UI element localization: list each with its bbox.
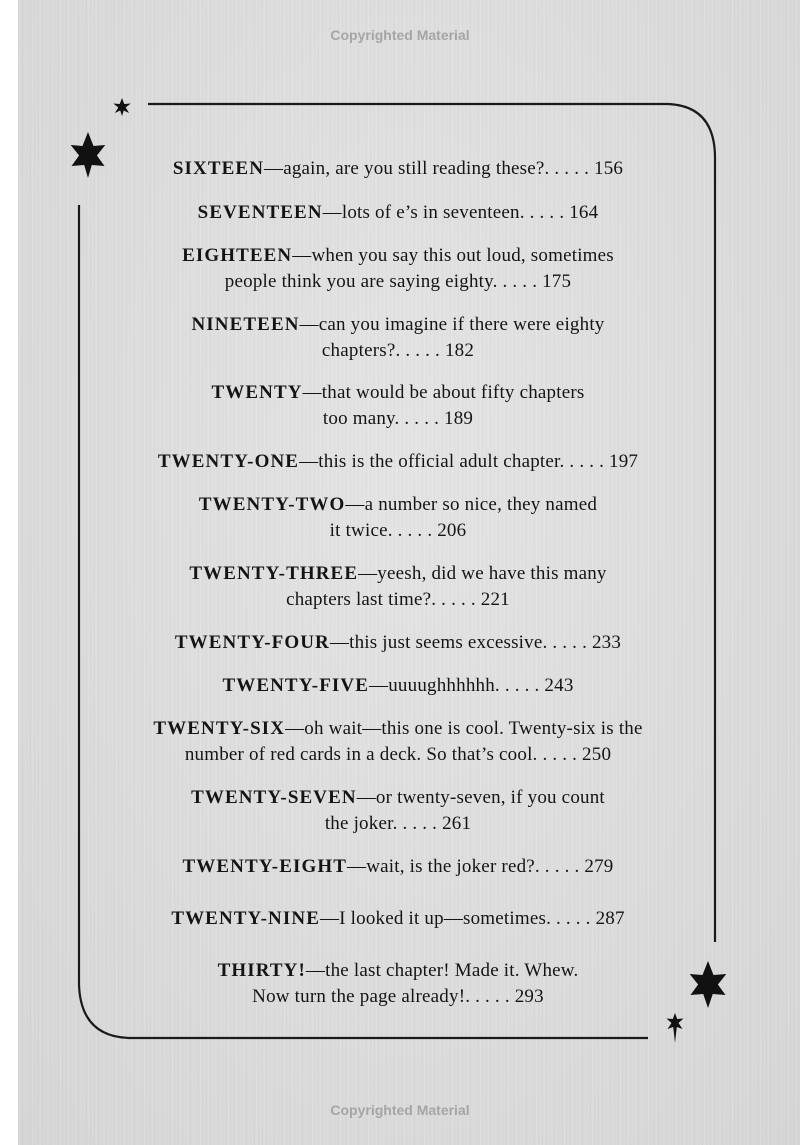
watermark-bottom: Copyrighted Material: [330, 1102, 470, 1118]
chapter-description: —this just seems excessive. . . . . 233: [329, 632, 622, 653]
entry-line: [78, 312, 718, 338]
toc-entry: [78, 312, 718, 363]
chapter-description: —oh wait—this one is cool. Twenty-six is the: [285, 718, 643, 739]
star-icon: [113, 98, 130, 116]
chapter-description: —I looked it up—sometimes. . . . . 287: [319, 908, 625, 929]
toc-entry: [78, 958, 718, 1009]
entry-line-continued: too many. . . . . 189: [322, 407, 474, 429]
chapter-description: —lots of e’s in seventeen. . . . . 164: [322, 202, 599, 223]
chapter-number: TWENTY-EIGHT: [182, 856, 348, 877]
entry-line-continued: chapters last time?. . . . . 221: [286, 588, 510, 610]
chapter-number: SEVENTEEN: [197, 202, 323, 223]
chapter-description: —that would be about fifty chapters: [302, 382, 585, 403]
chapter-number: TWENTY-SIX: [153, 718, 286, 739]
toc-entry: [78, 561, 718, 612]
entry-line-continued: the joker. . . . . 261: [324, 812, 472, 834]
entry-line: [78, 561, 718, 587]
star-icon: [667, 1013, 684, 1043]
entry-line-continued: Now turn the page already!. . . . . 293: [252, 985, 544, 1007]
chapter-number: TWENTY-NINE: [171, 908, 320, 929]
entry-line: [78, 716, 718, 742]
toc-entry: [78, 630, 718, 656]
toc-entry: [78, 243, 718, 294]
chapter-description: —can you imagine if there were eighty: [299, 314, 605, 335]
toc-entry: [78, 785, 718, 836]
chapter-description: —yeesh, did we have this many: [358, 563, 607, 584]
toc-entry: [78, 492, 718, 543]
chapter-number: EIGHTEEN: [182, 245, 293, 266]
entry-line: [78, 958, 718, 984]
entry-line: [78, 200, 718, 226]
chapter-description: —uuuughhhhhh. . . . . 243: [369, 675, 574, 696]
toc-entry: [78, 449, 718, 475]
entry-line: [78, 156, 718, 182]
chapter-number: TWENTY-THREE: [189, 563, 359, 584]
toc-entry: [78, 854, 718, 880]
chapter-description: —when you say this out loud, sometimes: [292, 245, 614, 266]
chapter-number: TWENTY-FIVE: [222, 675, 370, 696]
entry-line: [78, 673, 718, 699]
chapter-description: —a number so nice, they named: [345, 494, 598, 515]
chapter-description: —the last chapter! Made it. Whew.: [305, 960, 579, 981]
chapter-number: TWENTY-FOUR: [174, 632, 330, 653]
chapter-number: THIRTY!: [217, 960, 306, 981]
toc-entry: [78, 906, 718, 932]
entry-line: [78, 854, 718, 880]
entry-line: [78, 630, 718, 656]
chapter-description: —again, are you still reading these?. . . . . 156: [264, 158, 624, 179]
toc-entry: [78, 380, 718, 431]
entry-line: [78, 243, 718, 269]
chapter-description: —this is the official adult chapter. . . . . 197: [299, 451, 639, 472]
entry-line-continued: people think you are saying eighty. . . . . 175: [224, 270, 572, 292]
chapter-description: —wait, is the joker red?. . . . . 279: [347, 856, 614, 877]
entry-line-continued: number of red cards in a deck. So that’s cool. . . . . 250: [184, 743, 612, 765]
entry-line-continued: it twice. . . . . 206: [329, 519, 467, 541]
chapter-number: TWENTY-SEVEN: [191, 787, 357, 808]
toc-entry: [78, 156, 718, 182]
toc-entry: [78, 200, 718, 226]
entry-line: [78, 785, 718, 811]
watermark-top: Copyrighted Material: [330, 27, 470, 43]
chapter-number: TWENTY-ONE: [157, 451, 300, 472]
toc-entry: [78, 716, 718, 767]
chapter-number: NINETEEN: [191, 314, 300, 335]
chapter-number: TWENTY: [211, 382, 303, 403]
entry-line: [78, 492, 718, 518]
chapter-description: —or twenty-seven, if you count: [356, 787, 605, 808]
entry-line-continued: chapters?. . . . . 182: [321, 339, 475, 361]
entry-line: [78, 906, 718, 932]
entry-line: [78, 449, 718, 475]
entry-line: [78, 380, 718, 406]
toc-entry: [78, 673, 718, 699]
chapter-number: SIXTEEN: [172, 158, 265, 179]
chapter-number: TWENTY-TWO: [198, 494, 346, 515]
